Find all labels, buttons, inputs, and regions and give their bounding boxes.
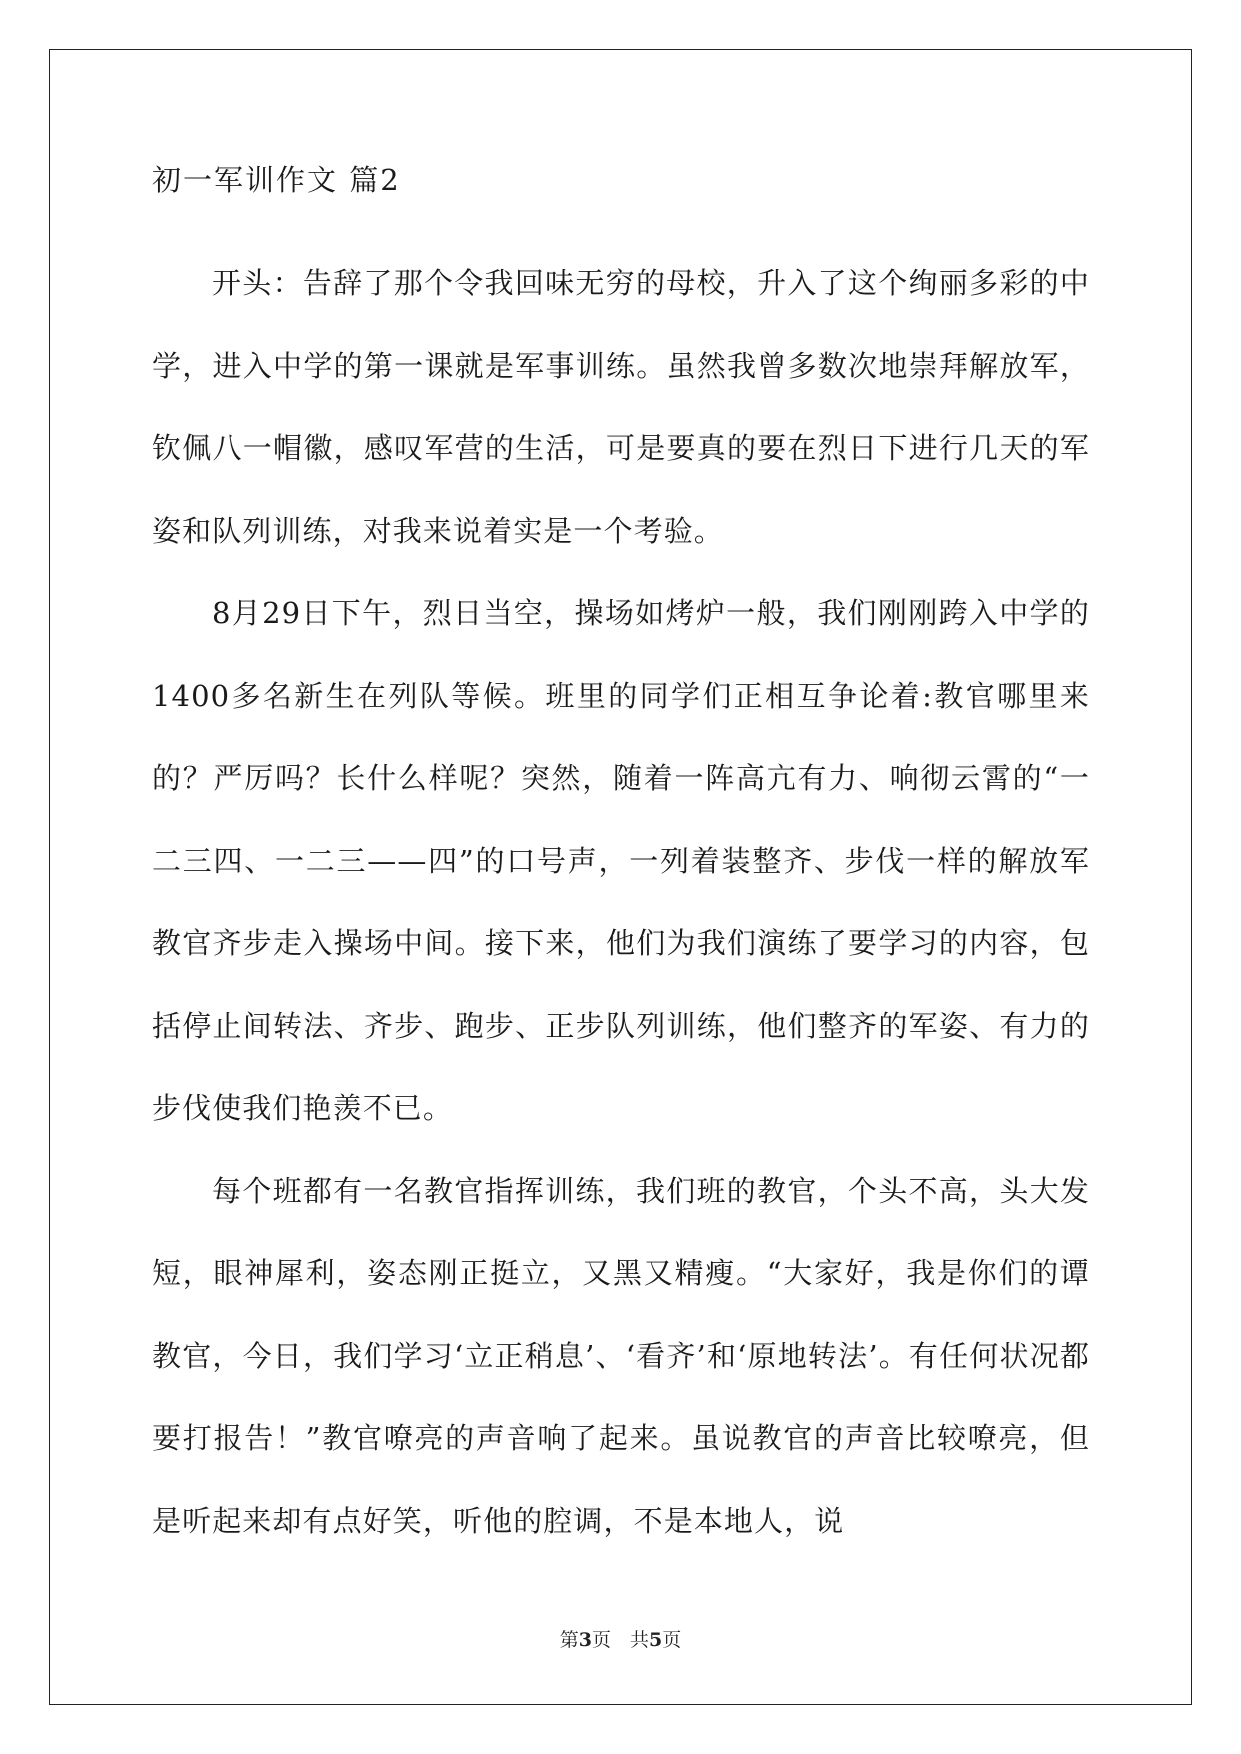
page-suffix: 页: [662, 1629, 682, 1651]
page-total: 5: [649, 1629, 663, 1651]
page-mid: 页 共: [591, 1629, 649, 1651]
document-title: 初一军训作文 篇2: [152, 163, 401, 197]
page-current: 3: [578, 1629, 592, 1651]
paragraph-3: 每个班都有一名教官指挥训练，我们班的教官，个头不高，头大发短，眼神犀利，姿态刚正挺立，又黑又精瘦。“大家好，我是你们的谭教官，今日，我们学习‘立正稍息’、‘看齐’和‘原地转法’。有任何状况都要打报告！”教官嘹亮的声音响了起来。虽说教官的声音比较嘹亮，但是听起来却有点好笑，听他的腔调，不是本地人，说: [152, 1173, 1090, 1538]
paragraph-2: 8月29日下午，烈日当空，操场如烤炉一般，我们刚刚跨入中学的1400多名新生在列队等候。班里的同学们正相互争论着:教官哪里来的？严厉吗？长什么样呢？突然，随着一阵高亢有力、响彻云霄的“一二三四、一二三——四”的口号声，一列着装整齐、步伐一样的解放军教官齐步走入操场中间。接下来，他们为我们演练了要学习的内容，包括停止间转法、齐步、跑步、正步队列训练，他们整齐的军姿、有力的步伐使我们艳羡不已。: [152, 596, 1090, 1125]
page-footer: [0, 1628, 1241, 1652]
paragraph-1: 开头：告辞了那个令我回味无穷的母校，升入了这个绚丽多彩的中学，进入中学的第一课就是军事训练。虽然我曾多数次地崇拜解放军，钦佩八一帽徽，感叹军营的生活，可是要真的要在烈日下进行几天的军姿和队列训练，对我来说着实是一个考验。: [152, 266, 1090, 548]
page-prefix: 第: [559, 1629, 579, 1651]
document-body: [152, 160, 1090, 1562]
